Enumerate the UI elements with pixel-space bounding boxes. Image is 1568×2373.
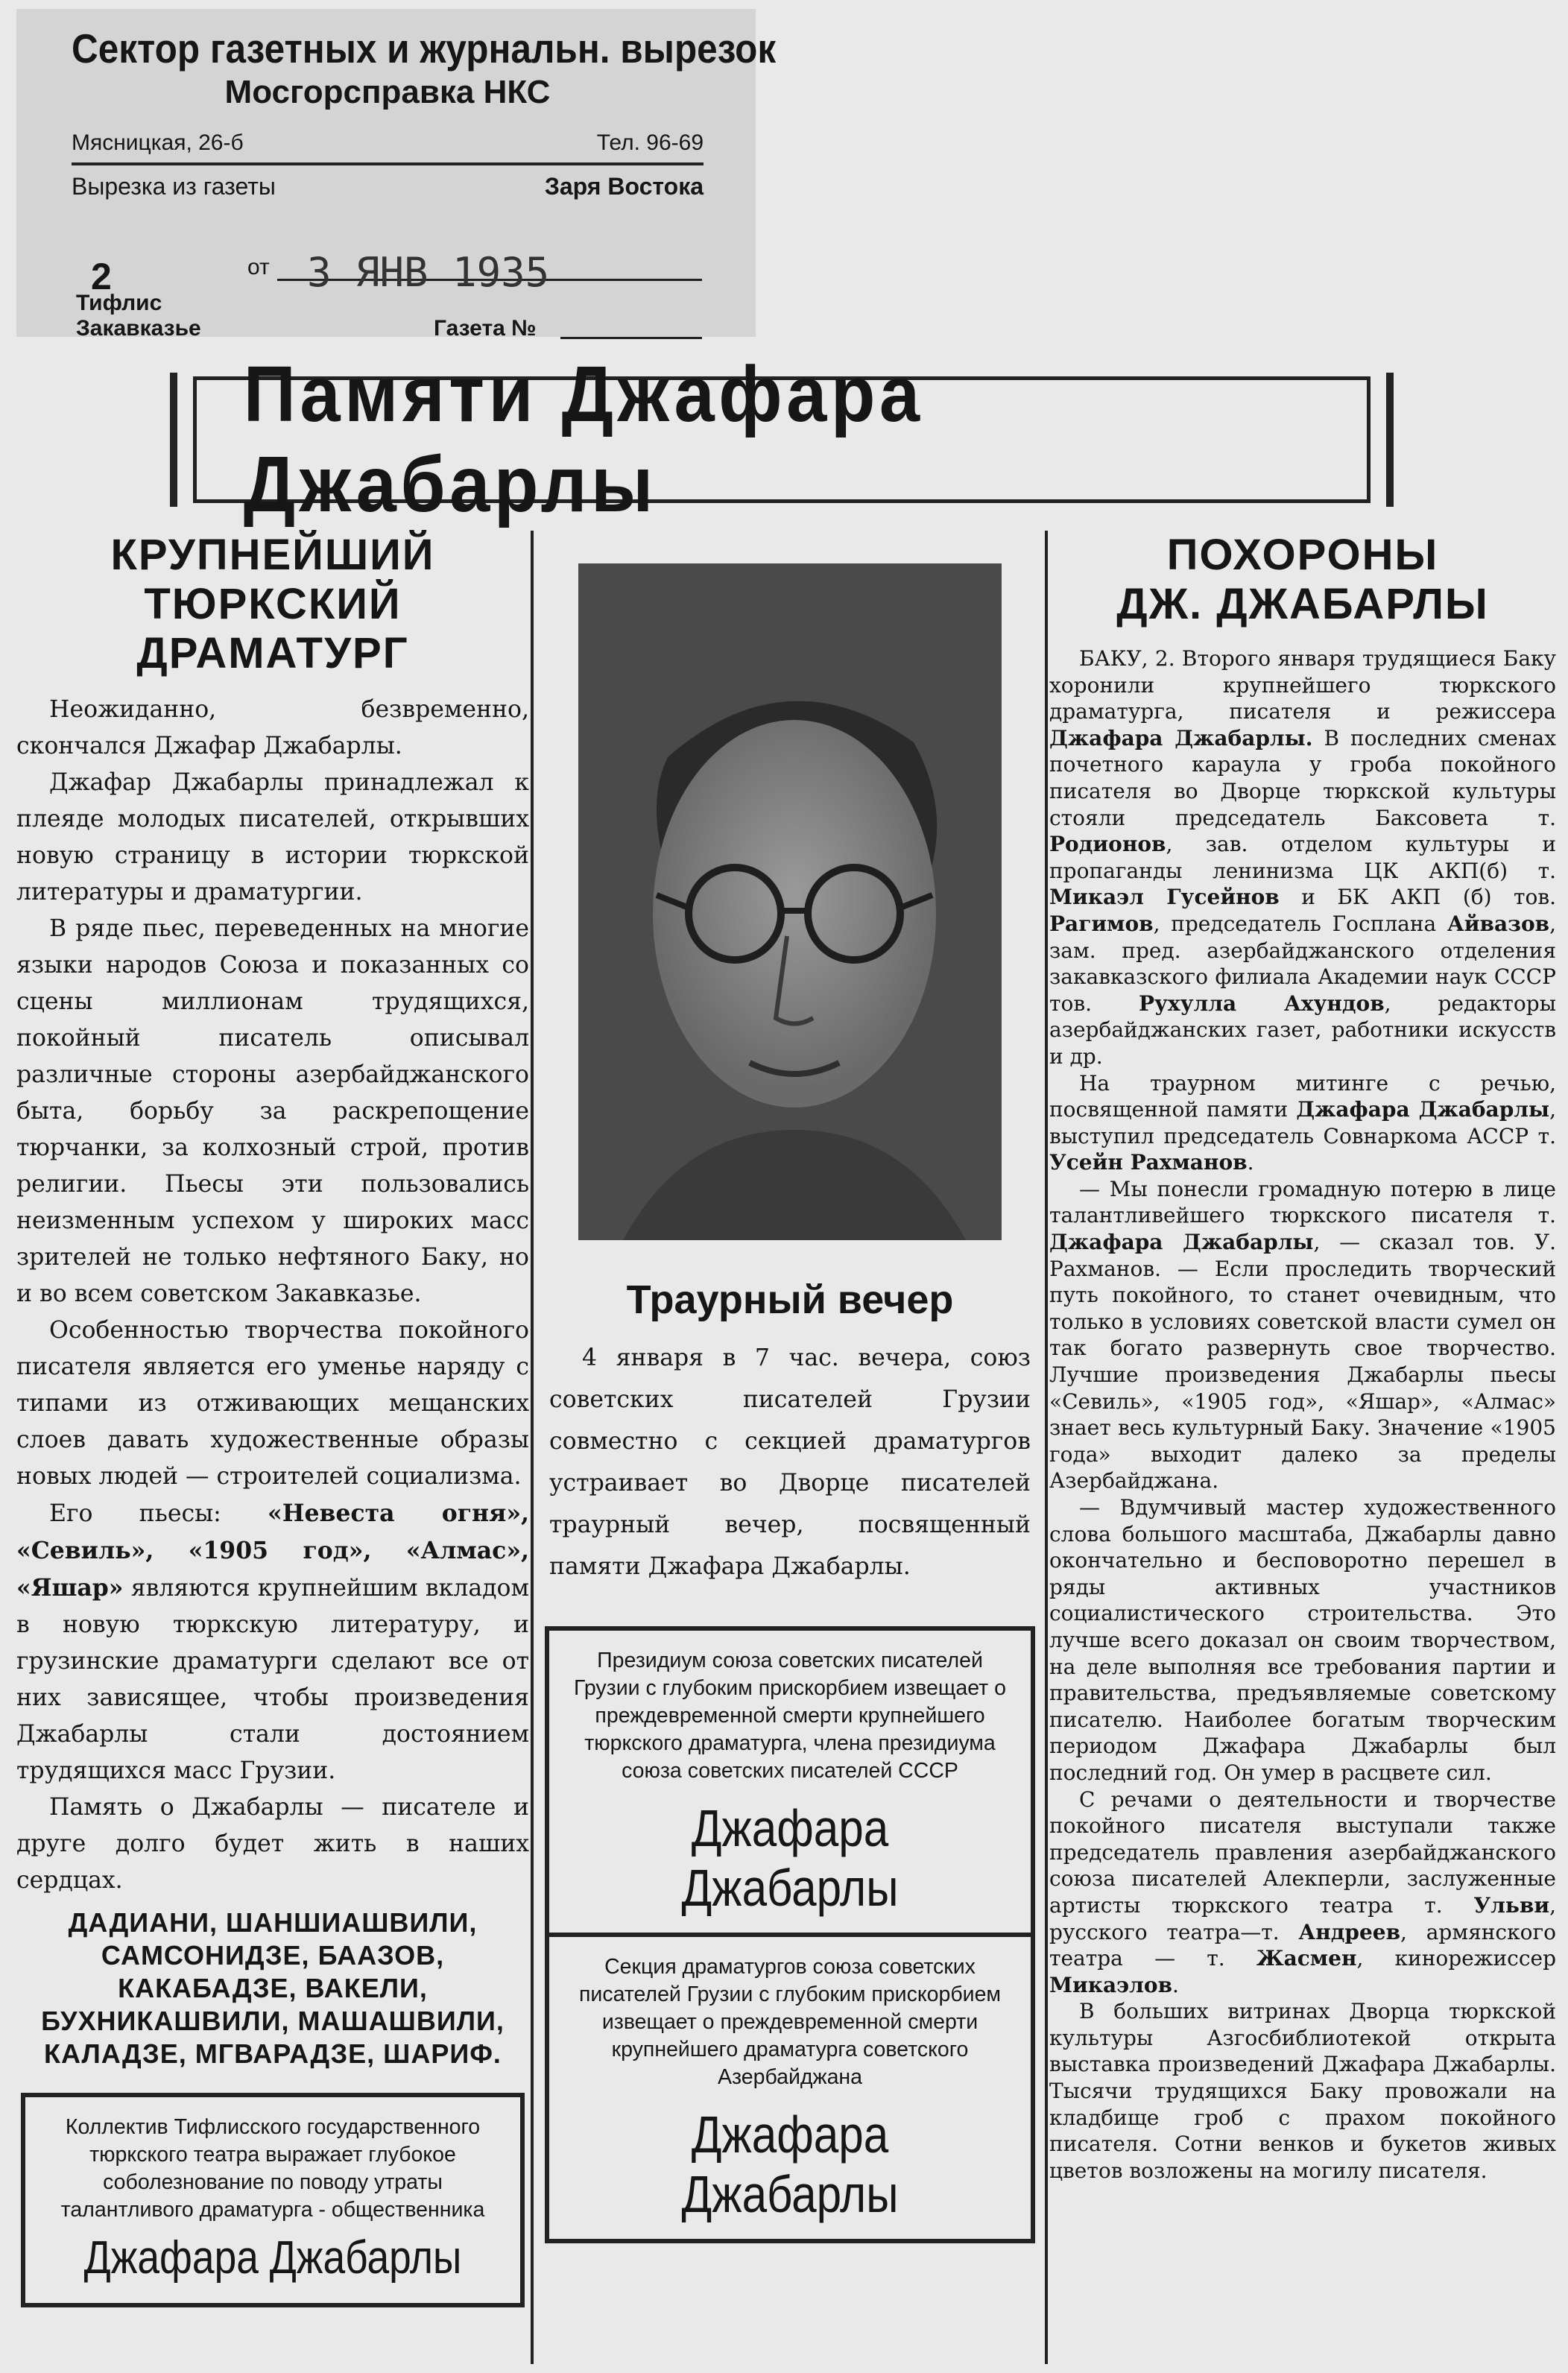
stamp-city-line1: Тифлис [76,291,162,315]
column-rule-right [1045,531,1048,2364]
condolence-presidium-name: Джафара Джабарлы [681,1799,899,1917]
name-bold: Рухулла Ахундов [1138,990,1385,1016]
article3-heading-line2: ДЖ. ДЖАБАРЛЫ [1116,580,1489,628]
article3-paragraph [1049,1176,1556,1494]
name-bold: Ульви [1473,1892,1550,1918]
condolence-theatre-name: Джафара Джабарлы [83,2232,462,2284]
stamp-number: 2 [91,256,112,297]
stamp-agency: Мосгорсправка НКС [224,74,551,110]
banner [170,350,1394,528]
stamp-sector-title: Сектор газетных и журнальн. вырезок [72,25,777,72]
stamp-city [76,291,201,341]
article-funeral [1049,531,1556,2184]
text-run: С речами о деятельности и творчестве покойного писателя выступали также председатель правления азербайджанского союза писателей Алекперли, заслуженные артисты тюркского театра т. [1049,1786,1556,1918]
article1-paragraph: Джафар Джабарлы принадлежал к плеяде молодых писателей, открывших новую страницу в истории тюркской литературы и драматургии. [16,769,529,906]
condolence-box-presidium [545,1626,1035,1937]
condolence-dramatists-name: Джафара Джабарлы [681,2105,899,2223]
article-largest-dramatist [16,531,529,2307]
stamp-city-line2: Закавказье [76,316,201,341]
text-run: , кинорежиссер [1356,1946,1556,1971]
name-bold: Андреев [1298,1919,1401,1944]
text-run: . [1172,1972,1179,1997]
portrait-photo [578,563,1002,1240]
name-bold: Усейн Рахманов [1049,1150,1248,1175]
stamp-gazeta-line [560,337,702,339]
condolence-box-theatre [21,2093,525,2307]
name-bold: Родионов [1049,832,1166,857]
article3-heading [1049,531,1556,629]
article1-heading-line2: ТЮРКСКИЙ ДРАМАТУРГ [136,580,409,677]
stamp-address: Мясницкая, 26-б [72,130,244,155]
name-bold: Джафара Джабарлы. [1049,725,1313,751]
column-rule-left [531,531,534,2364]
article1-paragraph: Особенностью творчества покойного писателя является его уменье наряду с типами из отживающих мещанских слоев давать художественные образы новых людей — строителей социализма. [16,1317,529,1490]
center-column [540,531,1040,2243]
article1-paragraph: Неожиданно, безвременно, скончался Джафар Джабарлы. [16,696,529,759]
text-run: , председатель Госплана [1153,911,1447,936]
article1-paragraph: Память о Джабарлы — писателе и друге долго будет жить в наших сердцах. [16,1794,529,1894]
stamp-date: 3 ЯНВ 1935 [307,249,550,296]
stamp-from-label: от [247,255,270,279]
condolence-presidium-text: Президиум союза советских писателей Грузии с глубоким прискорбием извещает о преждевременной смерти крупнейшего тюркского драматурга, члена президиума союза советских писателей СССР [574,1649,1006,1783]
name-bold: Айвазов [1447,911,1550,936]
text-run: , — сказал тов. У. Рахманов. — Если проследить творческий путь покойного, то станет очевидным, что только в условиях советской власти сумел он так богато развернуть свое творчество. Лучшие произведения Джабарлы пьесы «Севиль», «1905 год», «Яшар», «Алмас» знает весь культурный Баку. Значение «1905 года» выходит далеко за пределы Азербайджана. [1049,1230,1556,1494]
condolence-theatre-text: Коллектив Тифлисского государственного тюркского театра выражает глубокое соболезнование по поводу утраты талантливого драматурга - общественника [60,2115,485,2222]
stamp-clipping-label: Вырезка из газеты [72,173,276,200]
name-bold: Рагимов [1049,911,1154,936]
text-run: БАКУ, 2. Второго января трудящиеся Баку хоронили крупнейшего тюркского драматурга, писателя и режиссера [1049,646,1556,724]
text-run: , редакторы азербайджанских газет, работники искусств и др. [1049,990,1556,1069]
text-run: — Мы понесли громадную потерю в лице талантливейшего тюркского писателя т. [1049,1176,1556,1228]
text-run: В последних сменах почетного караула у гроба покойного писателя во Дворце тюркской культуры стояли председатель Баксовета т. [1049,725,1556,830]
name-bold: Джафара Джабарлы [1049,1230,1314,1255]
article3-heading-line1: ПОХОРОНЫ [1166,531,1439,579]
plays-rest: являются крупнейшим вкладом в новую тюркскую литературу, и грузинские драматурги сделают все от них зависящее, чтобы произведения Джабарлы стали достоянием трудящихся масс Грузии. [16,1575,529,1784]
clipping-stamp [16,9,777,341]
article3-paragraph [1049,1786,1556,1999]
text-run: На траурном митинге с речью, посвященной памяти [1049,1070,1556,1122]
name-bold: Микаэл Гусейнов [1049,885,1280,910]
stamp-address-row [72,124,704,162]
article1-paragraph: В ряде пьес, переведенных на многие языки народов Союза и показанных со сцены миллионам трудящихся, покойный писатель описывал различные стороны азербайджанского быта, борьбу за раскрепощение тюрчанки, за колхозный строй, против религии. Пьесы эти пользовались неизменным успехом у широких масс зрителей не только нефтяного Баку, но и во всем советском Закавказье. [16,915,529,1307]
article1-signatures: ДАДИАНИ, ШАНШИАШВИЛИ, САМСОНИДЗЕ, БААЗОВ, КАКАБАДЗЕ, ВАКЕЛИ, БУХНИКАШВИЛИ, МАШАШВИЛИ, КАЛАДЗЕ, МГВАРАДЗЕ, ШАРИФ. [41,1907,505,2069]
article3-paragraph [1049,1070,1556,1176]
name-bold: Микаэлов [1049,1972,1173,1997]
text-run: , русского театра—т. [1049,1892,1556,1944]
text-run: . [1247,1150,1254,1175]
text-run: , армянского театра — т. [1049,1919,1556,1971]
plays-intro: Его пьесы: [49,1500,268,1527]
condolence-box-dramatists [545,1937,1035,2243]
stamp-newspaper-row [72,162,704,204]
article3-paragraph [1049,645,1556,1070]
article3-paragraph: — Вдумчивый мастер художественного слова большого масштаба, Джабарлы давно окончательно и бесповоротно перешел в ряды активных участников социалистического строительства. Это лучше всего доказал он своим творчеством, на деле выполняя все требования партии и правительства, предъявляемые советскому писателю. Наиболее богатым творческим периодом Джафара Джабарлы был последний год. Он умер в расцвете сил. [1049,1495,1556,1785]
mourning-evening-text: 4 января в 7 час. вечера, союз советских писателей Грузии совместно с секцией драматургов устраивает во Дворце писателей траурный вечер, посвященный памяти Джафара Джабарлы. [549,1345,1031,1580]
banner-frame [193,350,1371,528]
name-bold: Джафара Джабарлы [1296,1097,1550,1122]
portrait-image [578,563,1002,1240]
condolence-dramatists-text: Секция драматургов союза советских писателей Грузии с глубоким прискорбием извещает о преждевременной смерти крупнейшего драматурга советского Азербайджана [578,1955,1002,2089]
article1-heading [16,531,529,678]
text-run: и БК АКП (б) тов. [1279,885,1556,910]
mourning-evening-heading: Траурный вечер [626,1277,954,1322]
article1-heading-line1: КРУПНЕЙШИЙ [110,531,435,579]
article3-paragraph: В больших витринах Дворца тюркской культуры Азгосбиблиотекой открыта выставка произведений Джафара Джабарлы. Тысячи трудящихся Баку провожали на кладбище гроб с прахом покойного писателя. Сотни венков и букетов живых цветов возложены на могилу писателя. [1049,1999,1556,2183]
banner-title: Памяти Джафара Джабарлы [243,350,924,528]
text-run: , выступил председатель Совнаркома АССР т. [1049,1097,1556,1148]
plays-list: «Невеста огня», «Севиль», «1905 год», «Алмас», «Яшар» [16,1500,529,1602]
stamp-gazeta-label: Газета № [434,316,537,341]
text-run: , зав. отделом культуры и пропаганды ленинизма ЦК АКП(б) т. [1049,832,1556,883]
article1-paragraph [16,1495,529,1789]
stamp-newspaper-name: Заря Востока [544,173,704,200]
stamp-phone: Тел. 96-69 [596,130,704,155]
text-run: , зам. пред. азербайджанского отделения закавказского филиала Академии наук СССР тов. [1049,911,1556,1016]
name-bold: Жасмен [1256,1946,1357,1971]
